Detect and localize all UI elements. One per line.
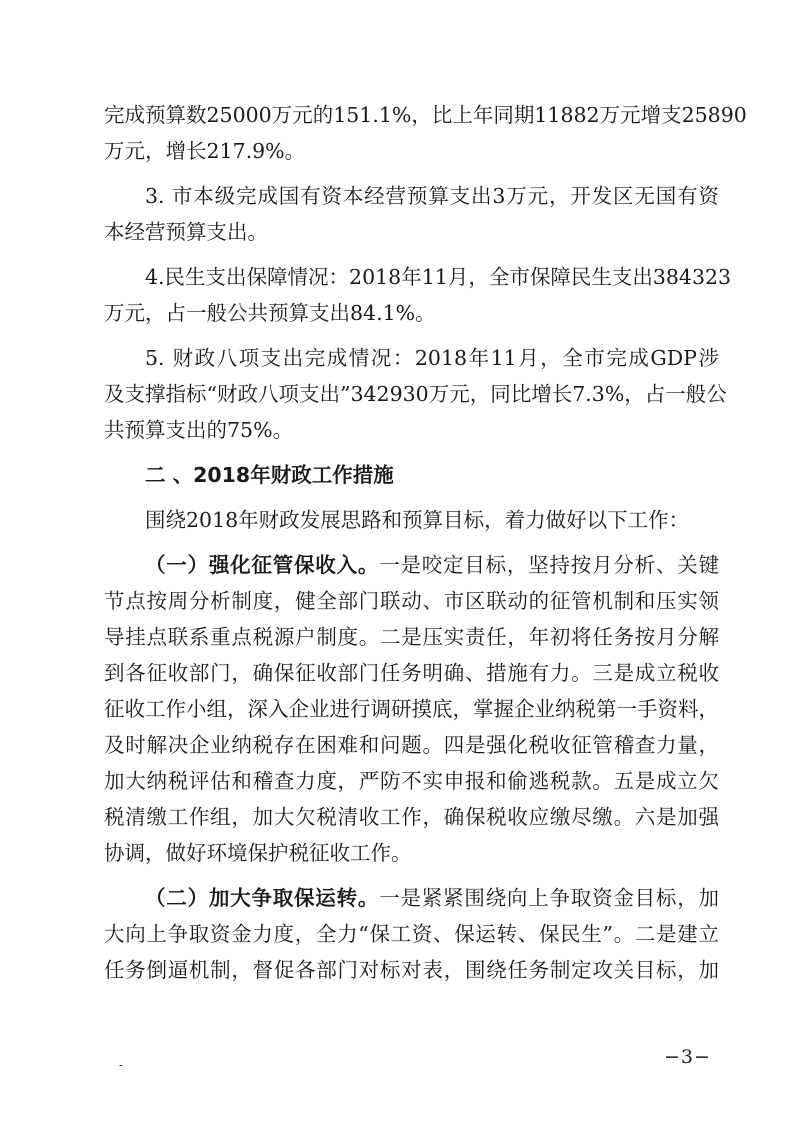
text-line: 大向上争取资金力度，全力“保工资、保运转、保民生”。二是建立 [104, 922, 719, 946]
paragraph-eight-expenditures [104, 340, 727, 448]
text-line: 3. 市本级完成国有资本经营预算支出3万元，开发区无国有资 [145, 184, 719, 208]
paragraph-state-capital [104, 178, 719, 250]
item-first-line-text: 一是紧紧围绕向上争取资金目标，加 [379, 886, 720, 910]
text-line: 到各征收部门，确保征收部门任务明确、措施有力。三是成立税收 [104, 661, 719, 685]
paragraph-budget-completion [104, 97, 747, 169]
text-line [104, 880, 719, 916]
item-title: （二）加大争取保运转。 [145, 886, 380, 910]
footer-mark: - [119, 1058, 124, 1072]
item-title: （一）强化征管保收入。 [145, 553, 380, 577]
text-line: 征收工作小组，深入企业进行调研摸底，掌握企业纳税第一手资料， [104, 697, 719, 721]
text-line: 本经营预算支出。 [104, 220, 268, 244]
text-line: 完成预算数25000万元的151.1%，比上年同期11882万元增支25890 [104, 103, 747, 127]
text-line: 任务倒逼机制，督促各部门对标对表，围绕任务制定攻关目标，加 [104, 958, 719, 982]
text-line: 万元，占一般公共预算支出84.1%。 [104, 301, 436, 325]
text-line: 导挂点联系重点税源户制度。二是压实责任，年初将任务按月分解 [104, 625, 719, 649]
text-line: 4.民生支出保障情况：2018年11月，全市保障民生支出384323 [145, 265, 732, 289]
page-number: −3− [664, 1046, 711, 1068]
text-line: 税清缴工作组，加大欠税清收工作，确保税收应缴尽缴。六是加强 [104, 805, 719, 829]
body-text [104, 97, 747, 988]
intro-paragraph: 围绕2018年财政发展思路和预算目标，着力做好以下工作： [145, 508, 690, 532]
text-line: 及时解决企业纳税存在困难和问题。四是强化税收征管稽查力量， [104, 733, 719, 757]
text-line: 万元，增长217.9%。 [104, 139, 306, 163]
text-line: 协调，做好环境保护税征收工作。 [104, 841, 412, 865]
text-line: 节点按周分析制度，健全部门联动、市区联动的征管机制和压实领 [104, 589, 719, 613]
text-line [104, 547, 719, 583]
text-line: 加大纳税评估和稽查力度，严防不实申报和偷逃税款。五是成立欠 [104, 769, 719, 793]
text-line: 5. 财政八项支出完成情况：2018年11月，全市完成GDP涉 [145, 346, 719, 370]
paragraph-item-1 [104, 547, 719, 871]
text-line: 及支撑指标“财政八项支出”342930万元，同比增长7.3%，占一般公 [104, 382, 727, 406]
paragraph-livelihood-spending [104, 259, 732, 331]
paragraph-item-2 [104, 880, 719, 988]
section-heading: 二 、2018年财政工作措施 [145, 463, 394, 487]
text-line: 共预算支出的75%。 [104, 418, 294, 442]
item-first-line-text: 一是咬定目标，坚持按月分析、关键 [379, 553, 720, 577]
